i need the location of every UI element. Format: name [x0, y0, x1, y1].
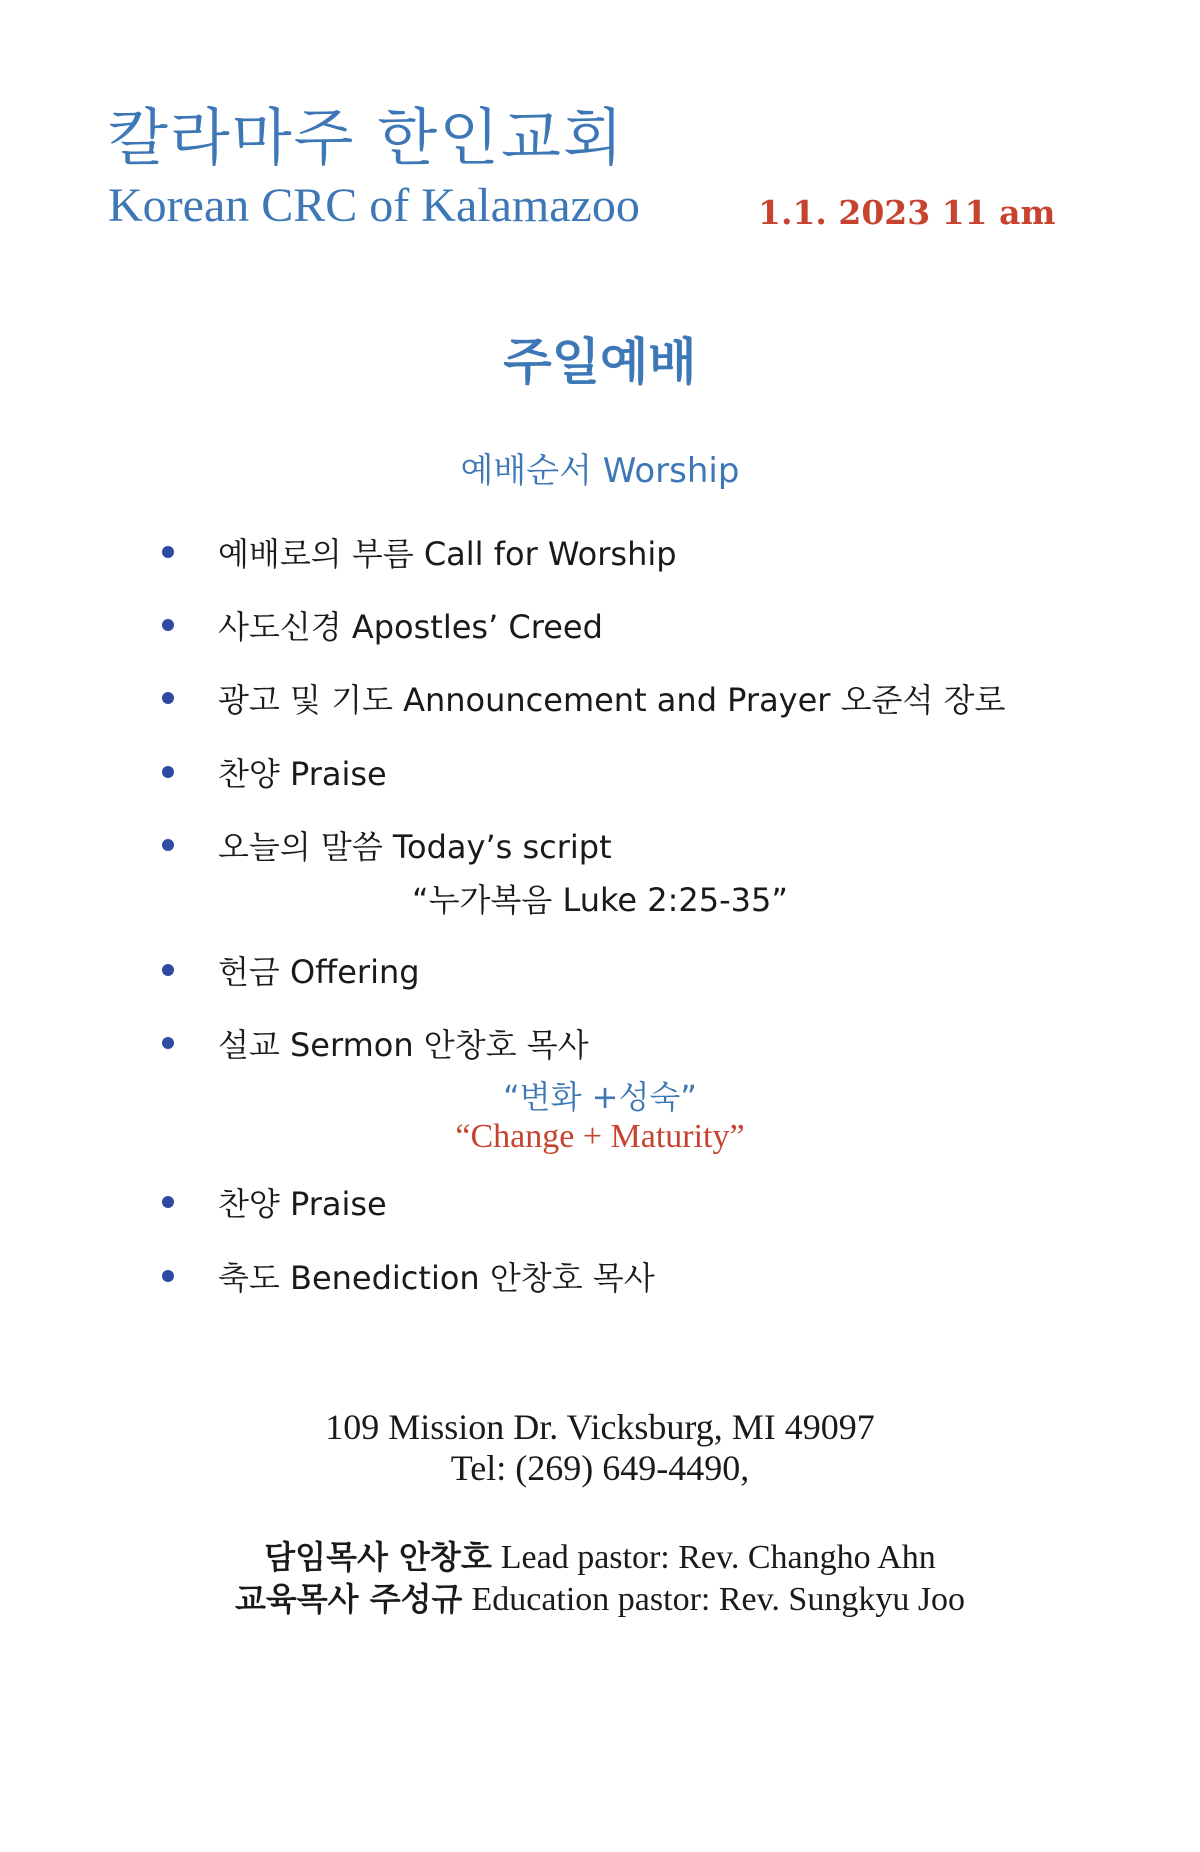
lead-pastor-line: [0, 1532, 1200, 1578]
education-pastor-english: Education pastor: Rev. Sungkyu Joo: [471, 1581, 966, 1618]
list-item-text: 사도신경 Apostles’ Creed: [218, 608, 603, 646]
list-item-text: 헌금 Offering: [218, 953, 420, 991]
lead-pastor-english: Lead pastor: Rev. Changho Ahn: [500, 1539, 936, 1576]
bullet-icon: [162, 1196, 174, 1208]
bullet-icon: [162, 1270, 174, 1282]
list-item-text: 축도 Benediction 안창호 목사: [218, 1259, 655, 1297]
scripture-reference: “누가복음 Luke 2:25-35”: [412, 881, 788, 919]
sermon-title-english: “Change + Maturity”: [455, 1118, 745, 1155]
list-item-call-for-worship: [162, 530, 677, 574]
bullet-icon: [162, 692, 174, 704]
service-date: 1.1. 2023 11 am: [758, 193, 1056, 232]
list-item-text: 찬양 Praise: [218, 755, 387, 793]
bullet-icon: [162, 546, 174, 558]
education-pastor-line: [0, 1574, 1200, 1620]
list-item-offering: [162, 948, 420, 992]
list-item-announcement-prayer: [162, 676, 1005, 720]
church-address: 109 Mission Dr. Vicksburg, MI 49097: [325, 1407, 875, 1447]
list-item-praise: [162, 750, 387, 794]
bullet-icon: [162, 839, 174, 851]
list-item-text: 광고 및 기도 Announcement and Prayer 오준석 장로: [218, 681, 1006, 719]
list-item-todays-script: [162, 823, 612, 867]
list-item-text: 예배로의 부름 Call for Worship: [218, 535, 677, 573]
church-name-korean: 칼라마주 한인교회: [108, 101, 625, 174]
list-item-text: 오늘의 말씀 Today’s script: [218, 828, 612, 866]
sermon-title-korean: “변화 +성숙”: [503, 1078, 697, 1116]
education-pastor-korean: 교육목사 주성규: [234, 1580, 463, 1618]
list-item-text: 찬양 Praise: [218, 1185, 387, 1223]
list-item-benediction: [162, 1254, 655, 1298]
bullet-icon: [162, 619, 174, 631]
list-item-apostles-creed: [162, 603, 603, 647]
service-title: 주일예배: [503, 333, 697, 391]
bullet-icon: [162, 766, 174, 778]
list-item-praise-closing: [162, 1180, 387, 1224]
church-phone: Tel: (269) 649-4490,: [450, 1448, 750, 1488]
list-item-text: 설교 Sermon 안창호 목사: [218, 1026, 589, 1064]
bullet-icon: [162, 964, 174, 976]
church-name-english: Korean CRC of Kalamazoo: [108, 179, 640, 232]
order-of-worship-heading: 예배순서 Worship: [460, 451, 740, 491]
lead-pastor-korean: 담임목사 안창호: [264, 1538, 492, 1576]
list-item-sermon: [162, 1021, 589, 1065]
bullet-icon: [162, 1037, 174, 1049]
